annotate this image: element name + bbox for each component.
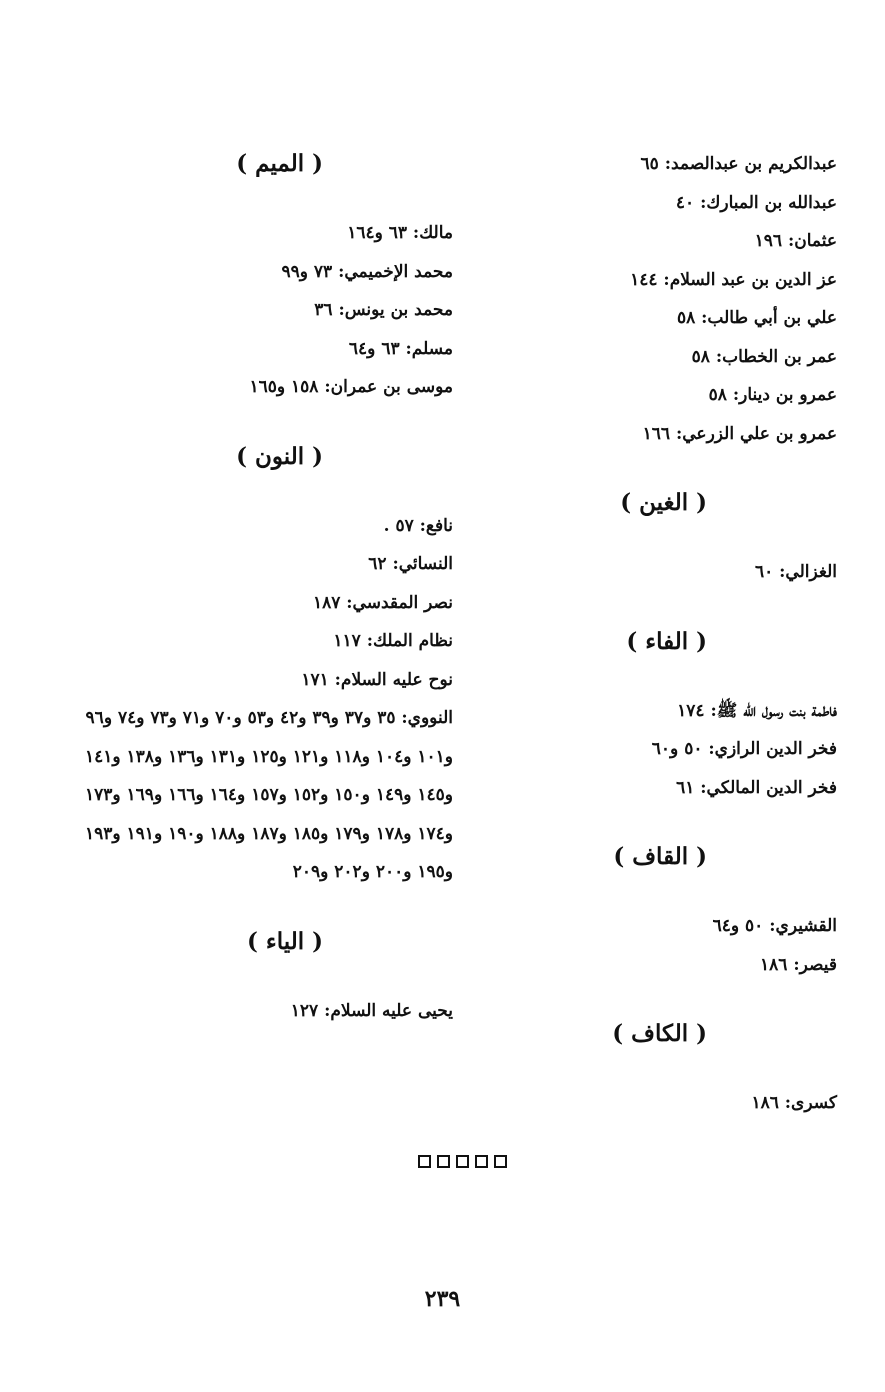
entry-name: الغزالي:: [779, 562, 837, 582]
index-entry: [507, 338, 837, 377]
heading-spacer: [507, 1062, 837, 1084]
letter-heading: ( الميم ): [236, 150, 323, 177]
index-entry: [507, 376, 837, 415]
index-entry: [507, 692, 837, 731]
entry-name: قيصر:: [793, 954, 837, 975]
entry-page-refs: ٦٣ و٦٤: [348, 338, 400, 359]
entry-page-refs: ٥٨: [676, 308, 696, 328]
index-entry: [507, 946, 837, 985]
index-column-right: [507, 145, 837, 1123]
index-entry: [53, 584, 453, 623]
section-gap: [507, 453, 837, 491]
index-entry: [53, 214, 453, 253]
entry-name: نافع:: [419, 515, 453, 536]
page-number: ٢٣٩: [424, 1286, 461, 1312]
letter-heading: ( الكاف ): [612, 1020, 707, 1047]
heading-spacer: [53, 485, 453, 507]
entry-page-refs: ١٨٦: [760, 954, 788, 975]
heading-spacer: [507, 531, 837, 553]
entry-name: فخر الدين المالكي:: [700, 777, 837, 798]
index-entry: [53, 992, 453, 1031]
index-column-left: [53, 152, 453, 1030]
entry-page-refs: ٦٥: [640, 154, 659, 174]
index-entry: [507, 222, 837, 261]
section-gap: [53, 407, 453, 445]
entry-page-refs: ٥٨: [708, 385, 727, 405]
entry-name: عمرو بن دينار:: [732, 385, 837, 405]
index-entry: [507, 415, 837, 454]
entry-page-refs: ٦٠: [754, 562, 774, 582]
entry-name: يحيى عليه السلام:: [324, 1000, 453, 1021]
entry-name: نصر المقدسي:: [346, 592, 453, 613]
entry-page-refs: ١٤٤: [630, 269, 658, 290]
entry-name: عز الدين بن عبد السلام:: [663, 269, 837, 290]
index-entry: [507, 553, 837, 592]
entry-name: القشيري:: [769, 916, 837, 936]
entry-page-refs: ١٩٦: [754, 231, 783, 251]
index-entry: [507, 261, 837, 300]
entry-page-refs: ١٨٦: [751, 1093, 779, 1113]
section-gap: [507, 592, 837, 630]
heading-spacer: [507, 670, 837, 692]
index-entry: [507, 299, 837, 338]
letter-heading: ( الغين ): [620, 489, 707, 516]
letter-heading: ( الفاء ): [626, 627, 707, 655]
index-entry: [507, 769, 837, 808]
entry-name: عبدالكريم بن عبدالصمد:: [664, 154, 837, 174]
entry-name: مالك:: [412, 223, 453, 243]
index-entry: [507, 145, 837, 184]
index-entry: [53, 661, 453, 700]
entry-name: النسائي:: [392, 554, 453, 574]
entry-page-refs: ٥٧ .: [383, 515, 414, 536]
index-entry: [53, 622, 453, 661]
index-entry: [507, 1084, 837, 1123]
entry-page-refs: ٣٦: [314, 300, 333, 320]
divider-square: [475, 1155, 488, 1168]
entry-name: عثمان:: [787, 231, 837, 251]
entry-page-refs: ٦٢: [368, 554, 387, 574]
entry-name: محمد بن يونس:: [338, 300, 453, 320]
entry-page-refs: ٧٣ و٩٩: [281, 261, 333, 282]
entry-page-refs: ١١٧: [333, 631, 361, 651]
section-divider: [418, 1155, 507, 1168]
entry-name: فخر الدين الرازي:: [708, 739, 837, 759]
letter-heading: ( الياء ): [247, 927, 323, 955]
entry-page-refs: ١٦٦: [642, 423, 671, 444]
entry-name: علي بن أبي طالب:: [701, 308, 837, 328]
entry-page-refs: ١٧٤: [677, 700, 705, 721]
entry-page-refs: ٣٥ و٣٧ و٣٩ و٤٢ و٥٣ و٧٠ و٧١ و٧٣ و٧٤ و٩٦ و١٠١ و١٠٤ و١١٨ و١٢١ و١٢٥ و١٣١ و١٣٦ و١٣٨ و١٤١ و١٤٥ و١٤٩ و١٥٠ و١٥٢ و١٥٧ و١٦٤ و١٦٦ و١٦٩ و١٧٣ و١٧٤ و١٧٨ و١٧٩ و١٨٥ و١٨٧ و١٨٨ و١٩٠ و١٩١ و١٩٣ و١٩٥ و٢٠٠ و٢٠٢ و٢٠٩: [85, 708, 453, 882]
index-entry: [53, 507, 453, 546]
section-gap: [53, 892, 453, 930]
entry-name: النووي:: [401, 708, 453, 728]
divider-square: [418, 1155, 431, 1168]
heading-spacer: [53, 970, 453, 992]
divider-square: [456, 1155, 469, 1168]
section-gap: [507, 984, 837, 1022]
entry-name: نظام الملك:: [366, 631, 453, 651]
heading-spacer: [507, 885, 837, 907]
entry-name: عبدالله بن المبارك:: [700, 192, 837, 213]
entry-page-refs: ١٧١: [301, 669, 329, 690]
entry-name: مسلم:: [405, 338, 453, 359]
entry-name: فاطمة بنت رسول الله ﷺ:: [710, 700, 837, 721]
section-gap: [507, 807, 837, 845]
index-entry: [507, 730, 837, 769]
entry-name: كسرى:: [784, 1093, 837, 1113]
entry-name: محمد الإخميمي:: [338, 261, 453, 282]
index-entry: [53, 368, 453, 407]
entry-page-refs: ٤٠: [675, 192, 695, 213]
entry-page-refs: ١٥٨ و١٦٥: [249, 377, 319, 397]
index-entry: [507, 907, 837, 946]
letter-heading: ( النون ): [236, 442, 323, 470]
divider-square: [494, 1155, 507, 1168]
index-entry: [53, 699, 453, 892]
entry-name: نوح عليه السلام:: [334, 669, 453, 690]
divider-square: [437, 1155, 450, 1168]
entry-name: عمرو بن علي الزرعي:: [675, 423, 837, 444]
letter-heading: ( القاف ): [613, 843, 707, 870]
entry-page-refs: ٥٠ و٦٤: [712, 916, 764, 936]
entry-page-refs: ٦١: [676, 777, 695, 798]
heading-spacer: [53, 192, 453, 214]
entry-page-refs: ٦٣ و١٦٤: [347, 223, 407, 243]
entry-page-refs: ٥٨: [691, 346, 710, 367]
entry-name: موسى بن عمران:: [324, 377, 453, 397]
entry-page-refs: ٥٠ و٦٠: [651, 739, 703, 759]
index-entry: [53, 253, 453, 292]
entry-page-refs: ١٨٧: [312, 592, 341, 613]
index-entry: [53, 330, 453, 369]
index-entry: [53, 545, 453, 584]
index-entry: [507, 184, 837, 223]
entry-page-refs: ١٢٧: [290, 1000, 319, 1021]
entry-name: عمر بن الخطاب:: [715, 346, 837, 367]
index-entry: [53, 291, 453, 330]
